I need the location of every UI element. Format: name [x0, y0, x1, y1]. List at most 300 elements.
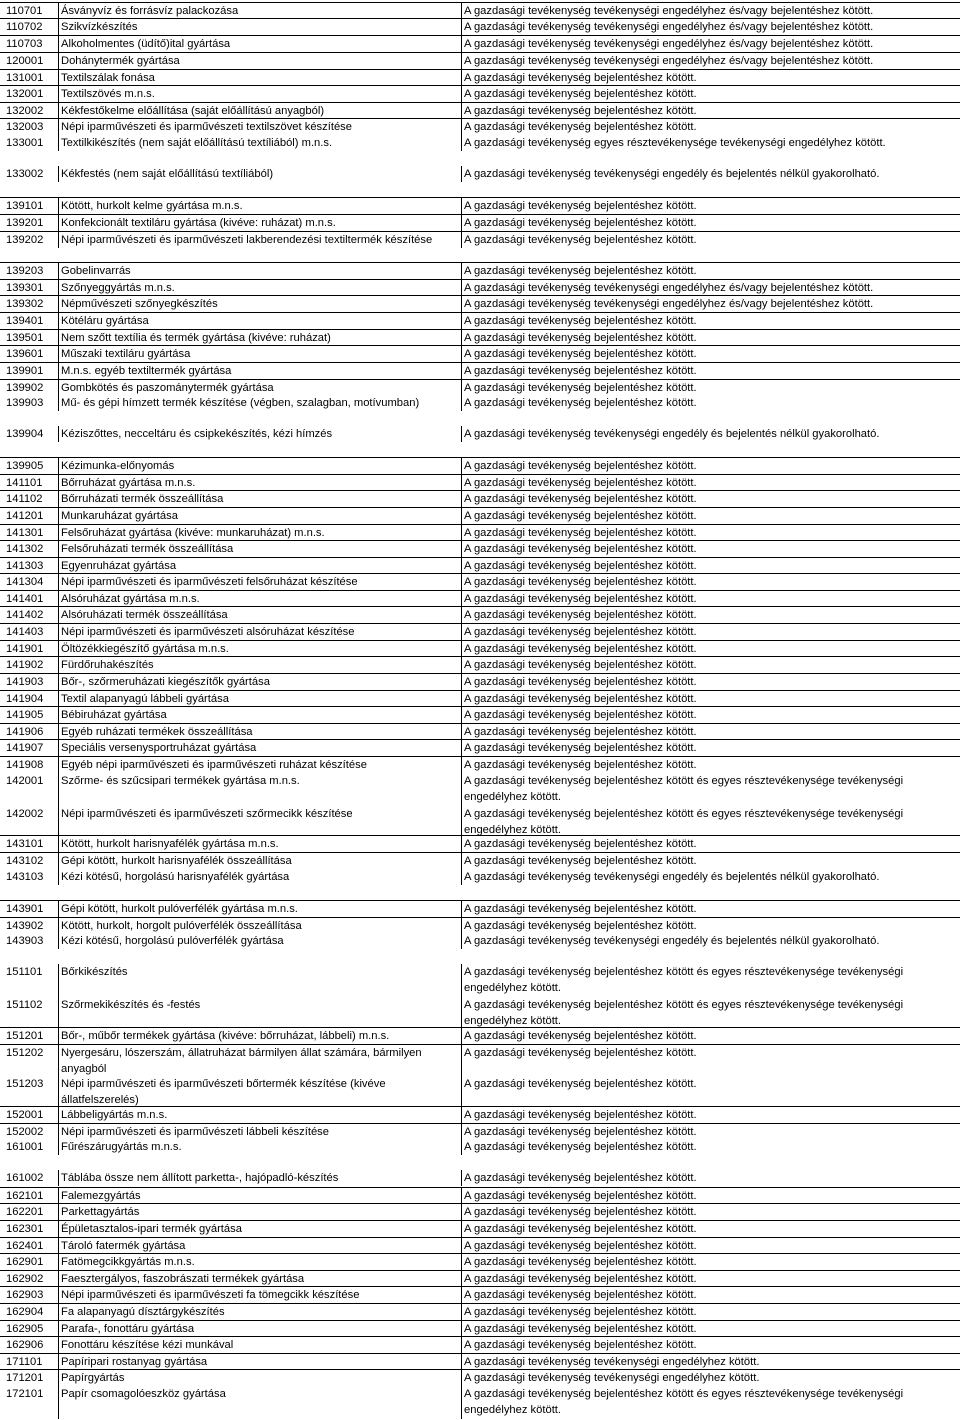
permit-rule-line: A gazdasági tevékenység bejelentéshez kötött.	[464, 576, 697, 588]
table-row	[0, 35, 960, 52]
activity-code: 162906	[6, 1339, 44, 1351]
activity-name	[58, 624, 355, 640]
permit-rule	[461, 1238, 697, 1254]
activity-name	[58, 1287, 359, 1303]
permit-rule-line: A gazdasági tevékenység bejelentéshez kötött.	[464, 200, 697, 212]
activity-code: 162101	[6, 1190, 44, 1202]
activity-name-line: Nem szőtt textília és termék gyártása (kivéve: ruházat)	[61, 332, 331, 344]
table-row	[0, 1203, 960, 1220]
table-row	[0, 1076, 960, 1109]
permit-rule-line: A gazdasági tevékenység bejelentéshez kötött.	[464, 493, 697, 505]
permit-rule	[461, 1287, 697, 1303]
permit-rule-line: A gazdasági tevékenység bejelentéshez kötött.	[464, 1206, 697, 1218]
table-row	[0, 18, 960, 35]
permit-rule	[461, 1386, 903, 1419]
table-row	[0, 118, 960, 135]
table-row	[0, 69, 960, 86]
permit-rule	[461, 525, 697, 541]
activity-name	[58, 558, 176, 574]
activity-code: 139902	[6, 382, 44, 394]
permit-rule-line: A gazdasági tevékenység bejelentéshez kötött.	[464, 365, 697, 377]
activity-name	[58, 103, 324, 119]
activity-name	[58, 1139, 182, 1155]
permit-rule	[461, 541, 697, 557]
activity-name	[58, 3, 238, 19]
table-row	[0, 756, 960, 773]
activity-name-line: M.n.s. egyéb textiltermék gyártása	[61, 365, 232, 377]
table-row	[0, 312, 960, 329]
table-row	[0, 279, 960, 296]
permit-rule	[461, 426, 879, 442]
activity-code: 139203	[6, 265, 44, 277]
activity-name-line: Kötéláru gyártása	[61, 315, 149, 327]
permit-rule-line: A gazdasági tevékenység bejelentéshez kötött.	[464, 560, 697, 572]
permit-rule-line: A gazdasági tevékenység tevékenységi engedélyhez és/vagy bejelentéshez kötött.	[464, 55, 874, 67]
activity-code: 162904	[6, 1306, 44, 1318]
permit-rule	[461, 1045, 697, 1078]
activity-name	[58, 869, 289, 885]
table-row	[0, 474, 960, 491]
activity-name	[58, 380, 274, 396]
activity-code: 162401	[6, 1240, 44, 1252]
permit-rule	[461, 1028, 697, 1044]
activity-name	[58, 1321, 194, 1337]
activity-name-line: Szőrmekikészítés és -festés	[61, 999, 201, 1011]
activity-name	[58, 933, 284, 949]
activity-code: 161002	[6, 1172, 44, 1184]
activity-name-line: Épületasztalos-ipari termék gyártása	[61, 1223, 242, 1235]
activity-name-line: Kötött, hurkolt harisnyafélék gyártása m.n.s.	[61, 838, 279, 850]
activity-code: 161001	[6, 1141, 44, 1153]
activity-name-line: Népi iparművészeti és iparművészeti textilszövet készítése	[61, 121, 352, 133]
permit-rule-line: A gazdasági tevékenység tevékenységi engedélyhez és/vagy bejelentéshez kötött.	[464, 21, 874, 33]
activity-name-line: Alkoholmentes (üdítő)ital gyártása	[61, 38, 231, 50]
permit-rule	[461, 1254, 697, 1270]
permit-rule-line: A gazdasági tevékenység bejelentéshez kötött.	[464, 659, 697, 671]
permit-rule	[461, 1170, 697, 1186]
permit-rule	[461, 103, 697, 119]
permit-rule-line-2: engedélyhez kötött.	[464, 791, 562, 803]
table-row	[0, 573, 960, 590]
permit-rule-line: A gazdasági tevékenység tevékenységi engedély és bejelentés nélkül gyakorolható.	[464, 168, 880, 180]
activity-name-line: Bőrruházati termék összeállítása	[61, 493, 224, 505]
activity-name-line: Kötött, hurkolt, horgolt pulóverfélék összeállítása	[61, 920, 302, 932]
activity-name	[58, 1386, 226, 1419]
permit-rule-line: A gazdasági tevékenység tevékenységi engedély és bejelentés nélkül gyakorolható.	[464, 428, 880, 440]
permit-rule-line-2: engedélyhez kötött.	[464, 824, 562, 836]
table-row	[0, 673, 960, 690]
activity-name	[58, 263, 131, 279]
permit-rule-line: A gazdasági tevékenység tevékenységi engedélyhez kötött.	[464, 1372, 760, 1384]
activity-name	[58, 964, 128, 997]
activity-name	[58, 363, 231, 379]
activity-name	[58, 19, 137, 35]
permit-rule	[461, 607, 697, 623]
permit-rule	[461, 1354, 759, 1370]
activity-name-line: Felsőruházati termék összeállítása	[61, 543, 234, 555]
permit-rule-line: A gazdasági tevékenység bejelentéshez kötött.	[464, 1289, 697, 1301]
activity-name-line: Parafa-, fonottáru gyártása	[61, 1323, 195, 1335]
permit-rule	[461, 1321, 697, 1337]
permit-rule-line: A gazdasági tevékenység bejelentéshez kötött és egyes résztevékenysége tevékenységi	[464, 1388, 904, 1400]
permit-rule-line: A gazdasági tevékenység bejelentéshez kötött.	[464, 759, 697, 771]
activity-name	[58, 1107, 167, 1123]
permit-rule	[461, 773, 903, 806]
activity-code: 141302	[6, 543, 44, 555]
permit-rule-line: A gazdasági tevékenység tevékenységi engedélyhez és/vagy bejelentéshez kötött.	[464, 38, 874, 50]
activity-code: 141201	[6, 510, 44, 522]
table-row	[0, 690, 960, 707]
activity-name	[58, 691, 229, 707]
permit-rule	[461, 53, 873, 69]
permit-rule-line: A gazdasági tevékenység tevékenységi engedély és bejelentés nélkül gyakorolható.	[464, 935, 880, 947]
permit-rule-line: A gazdasági tevékenység bejelentéshez kötött.	[464, 510, 697, 522]
permit-rule-line: A gazdasági tevékenység bejelentéshez kötött.	[464, 626, 697, 638]
activity-name	[58, 1337, 233, 1353]
permit-rule-line: A gazdasági tevékenység bejelentéshez kötött.	[464, 1030, 697, 1042]
activity-code: 120001	[6, 55, 44, 67]
activity-name-line: Speciális versenysportruházat gyártása	[61, 742, 257, 754]
permit-rule-line: A gazdasági tevékenység egyes résztevékenysége tevékenységi engedélyhez kötött.	[464, 137, 886, 149]
permit-rule	[461, 215, 697, 231]
activity-code: 131001	[6, 72, 44, 84]
activity-name	[58, 901, 298, 917]
permit-rule	[461, 458, 697, 474]
permit-rule	[461, 869, 879, 885]
permit-rule-line: A gazdasági tevékenység bejelentéshez kötött.	[464, 1047, 697, 1059]
table-row	[0, 457, 960, 474]
activity-name-line: Tároló fatermék gyártása	[61, 1240, 186, 1252]
permit-rule-line: A gazdasági tevékenység bejelentéshez kötött.	[464, 742, 697, 754]
activity-name	[58, 458, 174, 474]
activity-code: 171201	[6, 1372, 44, 1384]
permit-rule-line: A gazdasági tevékenység bejelentéshez kötött.	[464, 676, 697, 688]
permit-rule	[461, 36, 873, 52]
activity-code: 139201	[6, 217, 44, 229]
activity-name	[58, 280, 175, 296]
permit-rule	[461, 135, 886, 151]
activity-name	[58, 1170, 338, 1186]
activity-code: 141304	[6, 576, 44, 588]
activity-name-line: Kézi kötésű, horgolású pulóverfélék gyártása	[61, 935, 284, 947]
table-row	[0, 135, 960, 151]
activity-code: 162903	[6, 1289, 44, 1301]
table-row	[0, 590, 960, 607]
table-row	[0, 1336, 960, 1353]
permit-rule-line: A gazdasági tevékenység bejelentéshez kötött.	[464, 1078, 697, 1090]
permit-rule	[461, 674, 697, 690]
activity-name-line: Bébiruházat gyártása	[61, 709, 167, 721]
permit-rule-line: A gazdasági tevékenység bejelentéshez kötött.	[464, 903, 697, 915]
permit-rule	[461, 707, 697, 723]
activity-code: 152001	[6, 1109, 44, 1121]
permit-rule	[461, 641, 697, 657]
table-row	[0, 964, 960, 997]
activity-name-line: Gépi kötött, hurkolt pulóverfélék gyártása m.n.s.	[61, 903, 298, 915]
table-row	[0, 557, 960, 574]
permit-rule	[461, 1370, 759, 1386]
permit-rule	[461, 86, 697, 102]
permit-rule	[461, 232, 697, 248]
permit-rule-line: A gazdasági tevékenység tevékenységi engedélyhez és/vagy bejelentéshez kötött.	[464, 298, 874, 310]
activity-name	[58, 86, 155, 102]
permit-rule-line: A gazdasági tevékenység bejelentéshez kötött.	[464, 348, 697, 360]
activity-name-line: Ásványvíz és forrásvíz palackozása	[61, 5, 239, 17]
activity-name-line: Papírgyártás	[61, 1372, 125, 1384]
activity-name-line: Kékfestőkelme előállítása (saját előállítású anyagból)	[61, 105, 325, 117]
activity-code: 141102	[6, 493, 43, 505]
table-row	[0, 917, 960, 934]
table-row	[0, 540, 960, 557]
table-row	[0, 345, 960, 362]
permit-rule-line: A gazdasági tevékenység bejelentéshez kötött.	[464, 1109, 697, 1121]
activity-name	[58, 395, 419, 411]
activity-code: 133001	[6, 137, 44, 149]
activity-name	[58, 198, 243, 214]
activity-name-line-2: állatfelszerelés)	[61, 1094, 139, 1106]
activity-name-line: Fonottáru készítése kézi munkával	[61, 1339, 234, 1351]
activity-code: 151101	[6, 966, 43, 978]
activity-name	[58, 773, 300, 806]
activity-code: 141904	[6, 693, 44, 705]
permit-rule-line: A gazdasági tevékenység bejelentéshez kötött és egyes résztevékenysége tevékenységi	[464, 775, 904, 787]
activity-name	[58, 330, 331, 346]
table-row	[0, 1106, 960, 1123]
permit-rule-line: A gazdasági tevékenység bejelentéshez kötött.	[464, 72, 697, 84]
activity-name-line: Textilszövés m.n.s.	[61, 88, 155, 100]
activity-code: 141908	[6, 759, 44, 771]
permit-rule	[461, 1107, 697, 1123]
permit-rule-line: A gazdasági tevékenység tevékenységi engedély és bejelentés nélkül gyakorolható.	[464, 871, 880, 883]
activity-name	[58, 997, 200, 1030]
table-row	[0, 723, 960, 740]
permit-rule-line-2: engedélyhez kötött.	[464, 1404, 562, 1416]
activity-code: 139401	[6, 315, 44, 327]
activity-name	[58, 740, 256, 756]
activity-code: 139904	[6, 428, 44, 440]
activity-name	[58, 757, 367, 773]
permit-rule	[461, 657, 697, 673]
activity-code: 143102	[6, 855, 44, 867]
activity-code: 139901	[6, 365, 44, 377]
permit-rule-line: A gazdasági tevékenység bejelentéshez kötött.	[464, 726, 697, 738]
permit-rule	[461, 1124, 697, 1140]
activity-name-line: Bőr-, műbőr termékek gyártása (kivéve: bőrruházat, lábbeli) m.n.s.	[61, 1030, 390, 1042]
table-row	[0, 1123, 960, 1140]
activity-name	[58, 1028, 389, 1044]
activity-name-line: Konfekcionált textiláru gyártása (kivéve: ruházat) m.n.s.	[61, 217, 336, 229]
activity-code: 143101	[6, 838, 44, 850]
table-row	[0, 1170, 960, 1186]
table-row	[0, 852, 960, 869]
activity-code: 152002	[6, 1126, 44, 1138]
permit-rule-line: A gazdasági tevékenység bejelentéshez kötött.	[464, 693, 697, 705]
permit-rule	[461, 933, 879, 949]
permit-rule	[461, 3, 873, 19]
permit-rule-line: A gazdasági tevékenység bejelentéshez kötött.	[464, 609, 697, 621]
table-row	[0, 623, 960, 640]
permit-rule	[461, 346, 697, 362]
table-row	[0, 490, 960, 507]
permit-rule-line-2: engedélyhez kötött.	[464, 1015, 562, 1027]
permit-rule-line: A gazdasági tevékenység bejelentéshez kötött.	[464, 265, 697, 277]
table-row	[0, 1237, 960, 1254]
activity-name-line: Szőnyeggyártás m.n.s.	[61, 282, 175, 294]
permit-rule	[461, 19, 873, 35]
activity-name	[58, 346, 190, 362]
activity-code: 151203	[6, 1078, 44, 1090]
activity-name-line: Dohánytermék gyártása	[61, 55, 180, 67]
permit-rule-line: A gazdasági tevékenység bejelentéshez kötött.	[464, 1273, 697, 1285]
permit-rule-line: A gazdasági tevékenység bejelentéshez kötött.	[464, 121, 697, 133]
table-row	[0, 1270, 960, 1287]
permit-rule-line: A gazdasági tevékenység bejelentéshez kötött.	[464, 855, 697, 867]
permit-rule	[461, 757, 697, 773]
permit-rule-line: A gazdasági tevékenység bejelentéshez kötött és egyes résztevékenysége tevékenységi	[464, 808, 904, 820]
activity-name-line: Alsóruházat gyártása m.n.s.	[61, 593, 200, 605]
activity-code: 162301	[6, 1223, 44, 1235]
table-row	[0, 379, 960, 396]
table-row	[0, 656, 960, 673]
activity-name	[58, 1204, 139, 1220]
permit-rule	[461, 836, 697, 852]
activity-code: 143902	[6, 920, 44, 932]
table-row	[0, 997, 960, 1030]
table-row	[0, 606, 960, 623]
table-row	[0, 933, 960, 949]
activity-name	[58, 296, 218, 312]
permit-rule-line: A gazdasági tevékenység bejelentéshez kötött.	[464, 1256, 697, 1268]
activity-name-line: Gombkötés és paszománytermék gyártása	[61, 382, 274, 394]
permit-rule-line: A gazdasági tevékenység bejelentéshez kötött.	[464, 105, 697, 117]
activity-code: 172101	[6, 1388, 44, 1400]
activity-name-line: Kézi kötésű, horgolású harisnyafélék gyártása	[61, 871, 290, 883]
permit-rule	[461, 198, 697, 214]
activity-code: 141402	[6, 609, 44, 621]
permit-rule-line: A gazdasági tevékenység bejelentéshez kötött.	[464, 217, 697, 229]
permit-rule	[461, 166, 879, 182]
activity-code: 110702	[6, 21, 43, 33]
activity-name	[58, 215, 336, 231]
permit-rule-line: A gazdasági tevékenység bejelentéshez kötött.	[464, 332, 697, 344]
activity-name	[58, 53, 180, 69]
permit-rule	[461, 591, 697, 607]
activity-code: 139302	[6, 298, 44, 310]
activity-name-line: Egyenruházat gyártása	[61, 560, 177, 572]
activity-name-line: Fürdőruhakészítés	[61, 659, 154, 671]
activity-name-line: Nyergesáru, lószerszám, állatruházat bármilyen állat számára, bármilyen	[61, 1047, 422, 1059]
activity-name-line: Öltözékkiegészítő gyártása m.n.s.	[61, 643, 229, 655]
permit-rule	[461, 395, 697, 411]
activity-name	[58, 1188, 141, 1204]
permit-rule-line: A gazdasági tevékenység bejelentéshez kötött.	[464, 460, 697, 472]
activity-name-line: Kéziszőttes, necceltáru és csipkekészítés, kézi hímzés	[61, 428, 333, 440]
permit-rule-line: A gazdasági tevékenység bejelentéshez kötött.	[464, 1223, 697, 1235]
permit-rule	[461, 1221, 697, 1237]
permit-rule-line: A gazdasági tevékenység bejelentéshez kötött.	[464, 1190, 697, 1202]
activity-name-line: Alsóruházati termék összeállítása	[61, 609, 228, 621]
activity-name	[58, 1124, 329, 1140]
permit-rule-line: A gazdasági tevékenység bejelentéshez kötött.	[464, 88, 697, 100]
activity-code: 143903	[6, 935, 44, 947]
activity-name	[58, 426, 332, 442]
activity-name	[58, 853, 292, 869]
permit-rule-line: A gazdasági tevékenység bejelentéshez kötött.	[464, 1141, 697, 1153]
table-row	[0, 640, 960, 657]
activity-name-line-2: anyagból	[61, 1063, 107, 1075]
permit-rule-line: A gazdasági tevékenység bejelentéshez kötött.	[464, 920, 697, 932]
table-row	[0, 1044, 960, 1078]
table-row	[0, 1286, 960, 1303]
activity-name	[58, 313, 149, 329]
permit-rule-line: A gazdasági tevékenység bejelentéshez kötött.	[464, 234, 697, 246]
activity-name	[58, 1254, 195, 1270]
activity-name-line: Fűrészárugyártás m.n.s.	[61, 1141, 182, 1153]
activity-code: 141905	[6, 709, 44, 721]
activity-code: 162902	[6, 1273, 44, 1285]
activity-name-line: Egyéb népi iparművészeti és iparművészeti ruházat készítése	[61, 759, 367, 771]
permit-rule	[461, 263, 697, 279]
permit-rule	[461, 1271, 697, 1287]
permit-rule-line: A gazdasági tevékenység tevékenységi engedélyhez és/vagy bejelentéshez kötött.	[464, 5, 874, 17]
permit-rule-line: A gazdasági tevékenység tevékenységi engedélyhez kötött.	[464, 1356, 760, 1368]
activity-name-line: Népművészeti szőnyegkészítés	[61, 298, 218, 310]
permit-rule-line: A gazdasági tevékenység bejelentéshez kötött.	[464, 382, 697, 394]
activity-name-line: Mű- és gépi hímzett termék készítése (végben, szalagban, motívumban)	[61, 397, 420, 409]
activity-name	[58, 491, 223, 507]
permit-rule	[461, 330, 697, 346]
permit-rule	[461, 1076, 697, 1109]
activity-code: 133002	[6, 168, 44, 180]
table-row	[0, 2, 960, 19]
activity-name-line: Népi iparművészeti és iparművészeti fa tömegcikk készítése	[61, 1289, 360, 1301]
table-row	[0, 52, 960, 69]
activity-name	[58, 541, 233, 557]
permit-rule	[461, 964, 903, 997]
table-row	[0, 395, 960, 411]
activity-name-line: Gépi kötött, hurkolt harisnyafélék összeállítása	[61, 855, 292, 867]
activity-code: 139601	[6, 348, 44, 360]
activity-name	[58, 70, 155, 86]
activity-name-line: Kézimunka-előnyomás	[61, 460, 175, 472]
activity-code: 141906	[6, 726, 44, 738]
activity-name-line: Egyéb ruházati termékek összeállítása	[61, 726, 253, 738]
activity-code: 162201	[6, 1206, 44, 1218]
permit-rule-line: A gazdasági tevékenység bejelentéshez kötött.	[464, 1339, 697, 1351]
activity-name-line: Papír csomagolóeszköz gyártása	[61, 1388, 226, 1400]
permit-rule	[461, 724, 697, 740]
permit-rule	[461, 853, 697, 869]
permit-rule	[461, 997, 903, 1030]
activity-name	[58, 508, 178, 524]
activity-name-line: Papíripari rostanyag gyártása	[61, 1356, 208, 1368]
activity-code: 132003	[6, 121, 44, 133]
activity-name-line: Gobelinvarrás	[61, 265, 131, 277]
activity-name-line: Népi iparművészeti és iparművészeti bőrtermék készítése (kivéve	[61, 1078, 386, 1090]
permit-rule-line: A gazdasági tevékenység bejelentéshez kötött.	[464, 1126, 697, 1138]
permit-rule	[461, 918, 697, 934]
permit-rule-line: A gazdasági tevékenység bejelentéshez kötött.	[464, 397, 697, 409]
permit-rule-line: A gazdasági tevékenység bejelentéshez kötött.	[464, 838, 697, 850]
activity-code: 141301	[6, 527, 44, 539]
table-row	[0, 1353, 960, 1370]
activity-code: 141901	[6, 643, 44, 655]
activity-name-line: Lábbeligyártás m.n.s.	[61, 1109, 168, 1121]
permit-rule-line: A gazdasági tevékenység bejelentéshez kötött és egyes résztevékenysége tevékenységi	[464, 966, 904, 978]
activity-name-line: Táblába össze nem állított parketta-, hajópadló-készítés	[61, 1172, 339, 1184]
activity-code: 162905	[6, 1323, 44, 1335]
activity-code: 139905	[6, 460, 44, 472]
